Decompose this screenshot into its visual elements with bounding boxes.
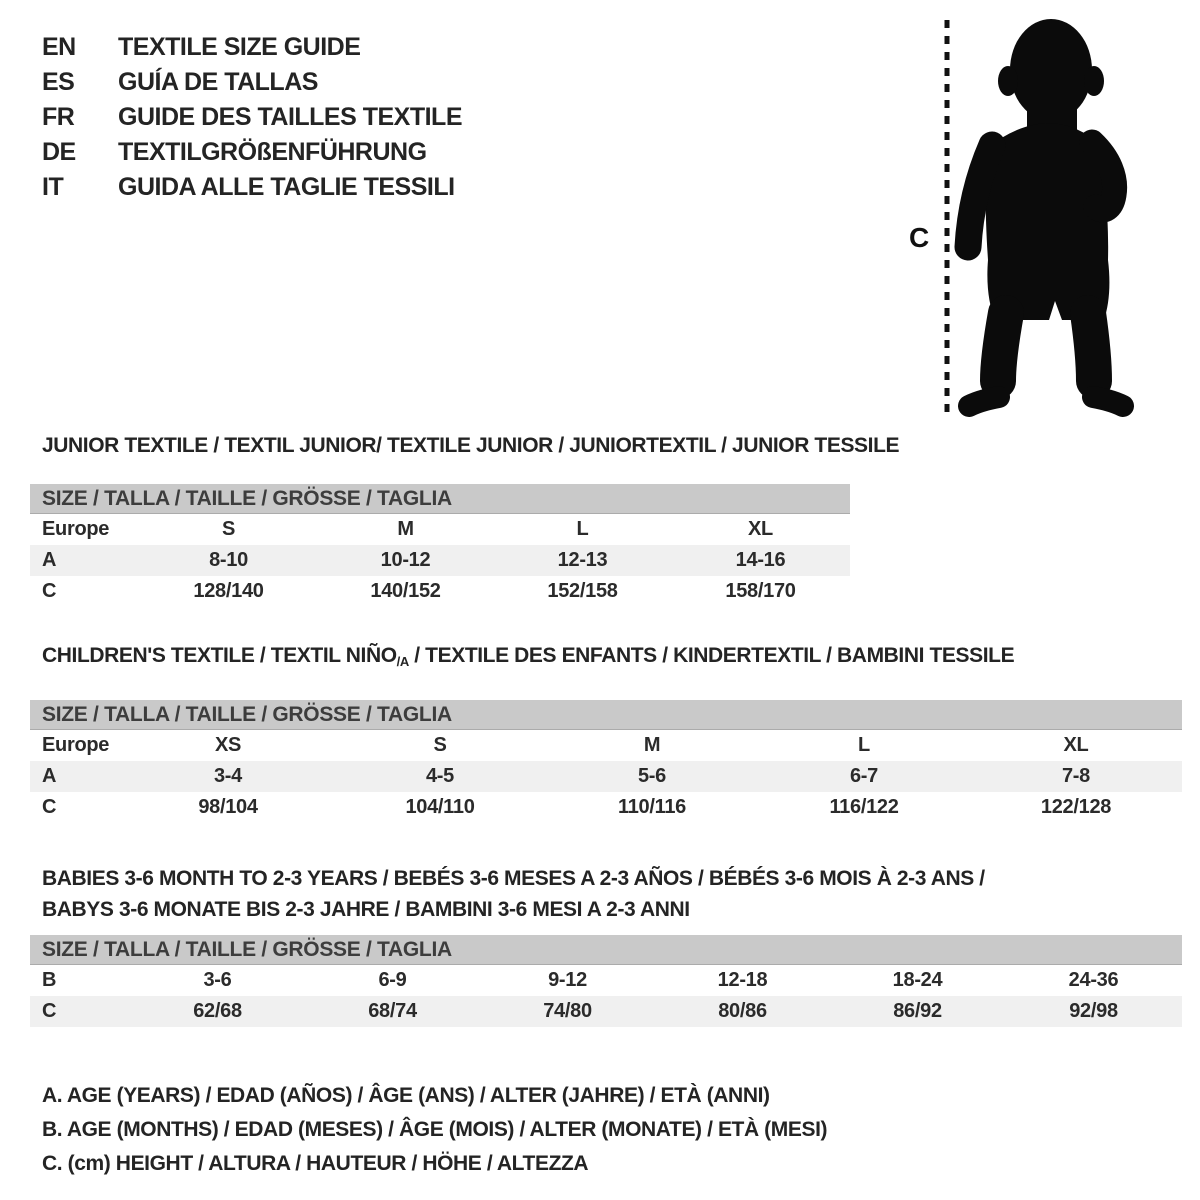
table-row-europe: [30, 730, 1182, 761]
table-cell: 104/110: [405, 796, 475, 818]
children-size-table: [30, 730, 1182, 823]
language-row-fr: [42, 100, 462, 135]
table-cell: 4-5: [334, 761, 546, 792]
junior-size-header-bar: SIZE / TALLA / TAILLE / GRÖSSE / TAGLIA: [30, 484, 850, 514]
height-measure: [909, 20, 947, 415]
table-cell: 152/158: [547, 580, 618, 602]
row-label: Europe: [42, 518, 110, 540]
guide-title: GUIDA ALLE TAGLIE TESSILI: [118, 173, 455, 201]
row-label: Europe: [42, 734, 110, 756]
children-title-subscript: /A: [396, 654, 409, 669]
table-cell: L: [858, 734, 870, 756]
table-row-age-years: [30, 761, 1182, 792]
table-cell: 62/68: [130, 996, 305, 1027]
height-measure-label: C: [909, 222, 930, 253]
babies-section-title-line2: BABYS 3-6 MONATE BIS 2-3 JAHRE / BAMBINI 3-6 MESI A 2-3 ANNI: [42, 898, 690, 921]
section-babies-textile: [30, 863, 1182, 1027]
table-cell: XL: [1063, 734, 1089, 756]
section-junior-textile: [30, 433, 1182, 607]
table-row-height-cm: [30, 576, 850, 607]
toddler-silhouette-figure: [895, 15, 1145, 420]
guide-title: GUÍA DE TALLAS: [118, 68, 318, 96]
table-cell: L: [576, 518, 589, 540]
table-cell: XS: [214, 734, 242, 756]
legend-line-a: A. AGE (YEARS) / EDAD (AÑOS) / ÂGE (ANS) / ALTER (JAHRE) / ETÀ (ANNI): [42, 1084, 770, 1107]
legend-block: [42, 1079, 1182, 1181]
legend-line-b: B. AGE (MONTHS) / EDAD (MESES) / ÂGE (MOIS) / ALTER (MONATE) / ETÀ (MESI): [42, 1118, 828, 1141]
table-cell: 12-18: [717, 969, 768, 991]
guide-title: TEXTILE SIZE GUIDE: [118, 33, 361, 61]
table-row-age-years: [30, 545, 850, 576]
children-size-header-bar: SIZE / TALLA / TAILLE / GRÖSSE / TAGLIA: [30, 700, 1182, 730]
table-cell: 10-12: [317, 545, 494, 576]
table-cell: 128/140: [193, 580, 264, 602]
table-cell: 110/116: [618, 796, 686, 818]
language-code: EN: [42, 33, 76, 61]
children-section-title: [42, 643, 1182, 674]
tables-content: [30, 433, 1182, 1181]
language-row-es: [42, 65, 462, 100]
table-cell: 158/170: [725, 580, 796, 602]
language-row-it: [42, 170, 462, 205]
table-cell: 3-4: [122, 761, 334, 792]
table-cell: S: [433, 734, 447, 756]
table-cell: 8-10: [140, 545, 317, 576]
table-cell: 140/152: [370, 580, 441, 602]
table-row-age-months: [30, 965, 1182, 996]
table-cell: 92/98: [1005, 996, 1182, 1027]
language-row-de: [42, 135, 462, 170]
language-row-en: [42, 30, 462, 65]
row-label: A: [30, 545, 140, 576]
table-cell: 86/92: [830, 996, 1005, 1027]
language-code: ES: [42, 68, 75, 96]
toddler-silhouette-icon: [968, 19, 1123, 406]
table-cell: 116/122: [829, 796, 899, 818]
language-code: FR: [42, 103, 75, 131]
junior-section-title: JUNIOR TEXTILE / TEXTIL JUNIOR/ TEXTILE JUNIOR / JUNIORTEXTIL / JUNIOR TESSILE: [42, 434, 900, 457]
table-cell: M: [397, 518, 414, 540]
language-title-block: [42, 30, 462, 205]
table-cell: 5-6: [546, 761, 758, 792]
table-row-europe: [30, 514, 850, 545]
row-label: C: [42, 796, 57, 818]
table-cell: 18-24: [892, 969, 943, 991]
section-childrens-textile: [30, 643, 1182, 823]
guide-title: GUIDE DES TAILLES TEXTILE: [118, 103, 463, 131]
children-title-prefix: CHILDREN'S TEXTILE / TEXTIL NIÑO: [42, 644, 397, 667]
table-row-height-cm: [30, 792, 1182, 823]
babies-size-header-bar: SIZE / TALLA / TAILLE / GRÖSSE / TAGLIA: [30, 935, 1182, 965]
table-cell: 9-12: [548, 969, 587, 991]
row-label: C: [30, 996, 130, 1027]
table-cell: M: [643, 734, 661, 756]
babies-section-title-line1: BABIES 3-6 MONTH TO 2-3 YEARS / BEBÉS 3-6 MESES A 2-3 AÑOS / BÉBÉS 3-6 MOIS À 2-3 ANS /: [42, 867, 985, 890]
row-label: B: [42, 969, 57, 991]
table-cell: 24-36: [1068, 969, 1119, 991]
guide-title: TEXTILGRÖßENFÜHRUNG: [118, 138, 427, 166]
children-title-suffix: / TEXTILE DES ENFANTS / KINDERTEXTIL / BAMBINI TESSILE: [408, 644, 1015, 667]
row-label: A: [30, 761, 122, 792]
babies-size-table: [30, 965, 1182, 1027]
table-cell: 7-8: [970, 761, 1182, 792]
table-cell: S: [221, 518, 236, 540]
table-cell: 122/128: [1040, 796, 1112, 818]
table-cell: XL: [748, 518, 773, 540]
table-cell: 14-16: [671, 545, 850, 576]
row-label: C: [42, 580, 57, 602]
table-cell: 3-6: [203, 969, 232, 991]
table-cell: 6-7: [758, 761, 970, 792]
table-cell: 68/74: [305, 996, 480, 1027]
table-cell: 74/80: [480, 996, 655, 1027]
legend-line-c: C. (cm) HEIGHT / ALTURA / HAUTEUR / HÖHE / ALTEZZA: [42, 1152, 589, 1175]
table-cell: 98/104: [198, 796, 258, 818]
table-cell: 12-13: [494, 545, 671, 576]
table-row-height-cm: [30, 996, 1182, 1027]
junior-size-table: [30, 514, 850, 607]
language-code: DE: [42, 138, 76, 166]
language-code: IT: [42, 173, 64, 201]
table-cell: 6-9: [378, 969, 407, 991]
table-cell: 80/86: [655, 996, 830, 1027]
